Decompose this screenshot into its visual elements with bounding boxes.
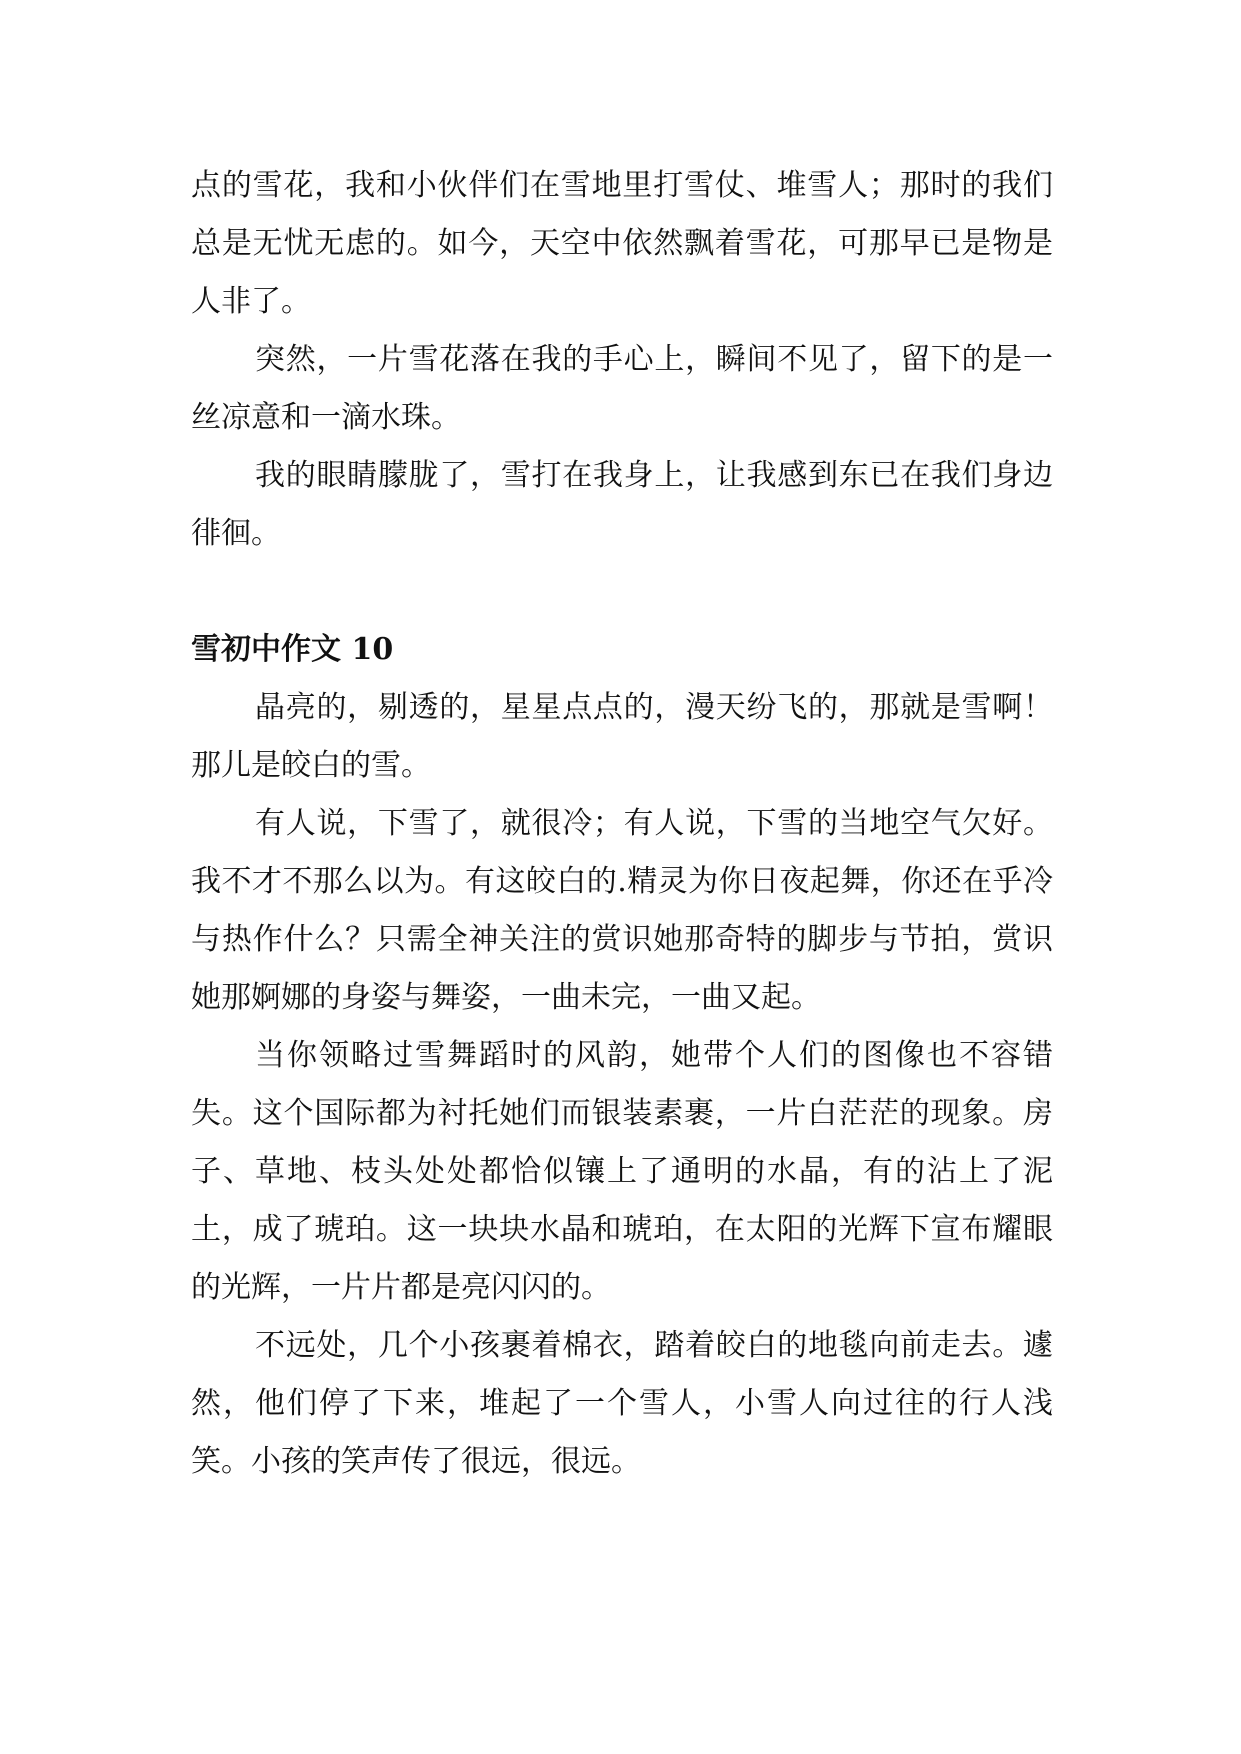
document-body [191, 157, 1053, 1491]
paragraph-continuation: 点的雪花，我和小伙伴们在雪地里打雪仗、堆雪人；那时的我们总是无忧无虑的。如今，天空中依然飘着雪花，可那早已是物是人非了。 [191, 168, 1053, 319]
paragraph-snow-dance: 有人说，下雪了，就很冷；有人说，下雪的当地空气欠好。我不才不那么以为。有这皎白的.精灵为你日夜起舞，你还在乎冷与热作什么？只需全神关注的赏识她那奇特的脚步与节拍，赏识她那婀娜的身姿与舞姿，一曲未完，一曲又起。 [191, 806, 1053, 1015]
paragraph-snowflake-in-hand: 突然，一片雪花落在我的手心上，瞬间不见了，留下的是一丝凉意和一滴水珠。 [191, 342, 1053, 435]
paragraph-children-snowman: 不远处，几个小孩裹着棉衣，踏着皎白的地毯向前走去。遽然，他们停了下来，堆起了一个雪人，小雪人向过往的行人浅笑。小孩的笑声传了很远，很远。 [191, 1328, 1053, 1479]
section-title: 雪初中作文 10 [191, 632, 394, 667]
paragraph-misty-eyes: 我的眼睛朦胧了，雪打在我身上，让我感到东已在我们身边徘徊。 [191, 458, 1053, 551]
paragraph-intro-snow: 晶亮的，剔透的，星星点点的，漫天纷飞的，那就是雪啊！那儿是皎白的雪。 [191, 690, 1053, 783]
paragraph-snow-scenery: 当你领略过雪舞蹈时的风韵，她带个人们的图像也不容错失。这个国际都为衬托她们而银装素裹，一片白茫茫的现象。房子、草地、枝头处处都恰似镶上了通明的水晶，有的沾上了泥土，成了琥珀。这一块块水晶和琥珀，在太阳的光辉下宣布耀眼的光辉，一片片都是亮闪闪的。 [191, 1038, 1053, 1305]
